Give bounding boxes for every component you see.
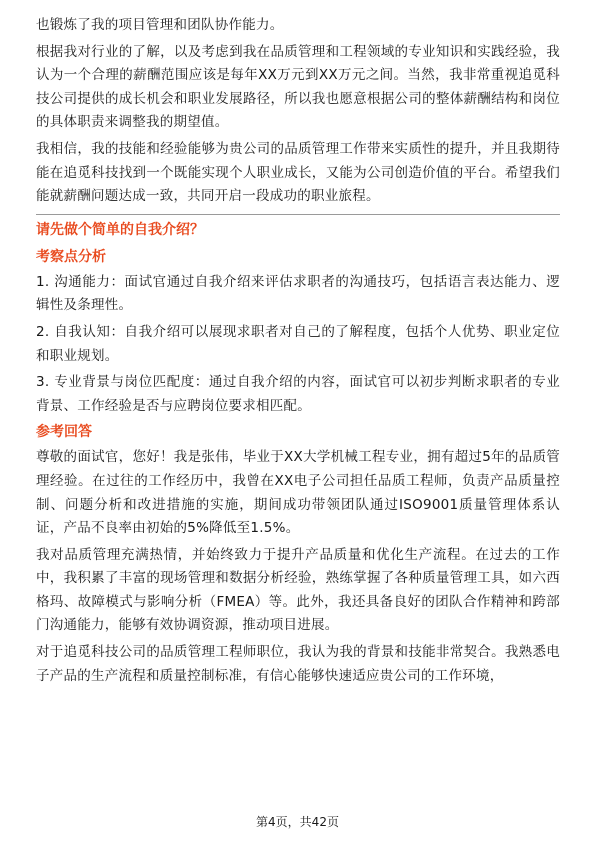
analysis-item: 3. 专业背景与岗位匹配度：通过自我介绍的内容，面试官可以初步判断求职者的专业背景、工作经验是否与应聘岗位要求相匹配。 <box>36 374 560 414</box>
question-title: 请先做个简单的自我介绍？ <box>36 221 204 238</box>
analysis-item: 2. 自我认知：自我介绍可以展现求职者对自己的了解程度，包括个人优势、职业定位和职业规划。 <box>36 323 560 364</box>
answer-paragraph: 我对品质管理充满热情，并始终致力于提升产品质量和优化生产流程。在过去的工作中，我积累了丰富的现场管理和数据分析经验，熟练掌握了各种质量管理工具，如六西格玛、故障模式与影响分析（FMEA）等。此外，我还具备良好的团队合作精神和跨部门沟通能力，能够有效协调资源，推动项目进展。 <box>36 546 560 634</box>
answer-paragraph: 对于追觅科技公司的品质管理工程师职位，我认为我的背景和技能非常契合。我熟悉电子产品的生产流程和质量控制标准，有信心能够快速适应贵公司的工作环境， <box>36 644 560 684</box>
body-paragraph: 也锻炼了我的项目管理和团队协作能力。 <box>36 17 284 33</box>
analysis-item: 1. 沟通能力：面试官通过自我介绍来评估求职者的沟通技巧，包括语言表达能力、逻辑性及条理性。 <box>36 273 560 314</box>
analysis-heading: 考察点分析 <box>36 248 106 265</box>
body-paragraph: 根据我对行业的了解，以及考虑到我在品质管理和工程领域的专业知识和实践经验，我认为一个合理的薪酬范围应该是每年XX万元到XX万元之间。当然，我非常重视追觅科技公司提供的成长机会和职业发展路径，所以我也愿意根据公司的整体薪酬结构和岗位的具体职责来调整我的期望值。 <box>36 43 560 131</box>
answer-heading: 参考回答 <box>36 424 92 441</box>
body-paragraph: 我相信，我的技能和经验能够为贵公司的品质管理工作带来实质性的提升，并且我期待能在追觅科技找到一个既能实现个人职业成长，又能为公司创造价值的平台。希望我们能就薪酬问题达成一致，共同开启一段成功的职业旅程。 <box>36 140 560 205</box>
document-page <box>36 14 560 691</box>
answer-paragraph: 尊敬的面试官，您好！我是张伟，毕业于XX大学机械工程专业，拥有超过5年的品质管理经验。在过往的工作经历中，我曾在XX电子公司担任品质工程师，负责产品质量控制、问题分析和改进措施的实施，期间成功带领团队通过ISO9001质量管理体系认证，产品不良率由初始的5%降低至1.5%。 <box>36 449 560 537</box>
section-divider <box>36 214 560 215</box>
page-number: 第4页，共42页 <box>256 815 339 829</box>
